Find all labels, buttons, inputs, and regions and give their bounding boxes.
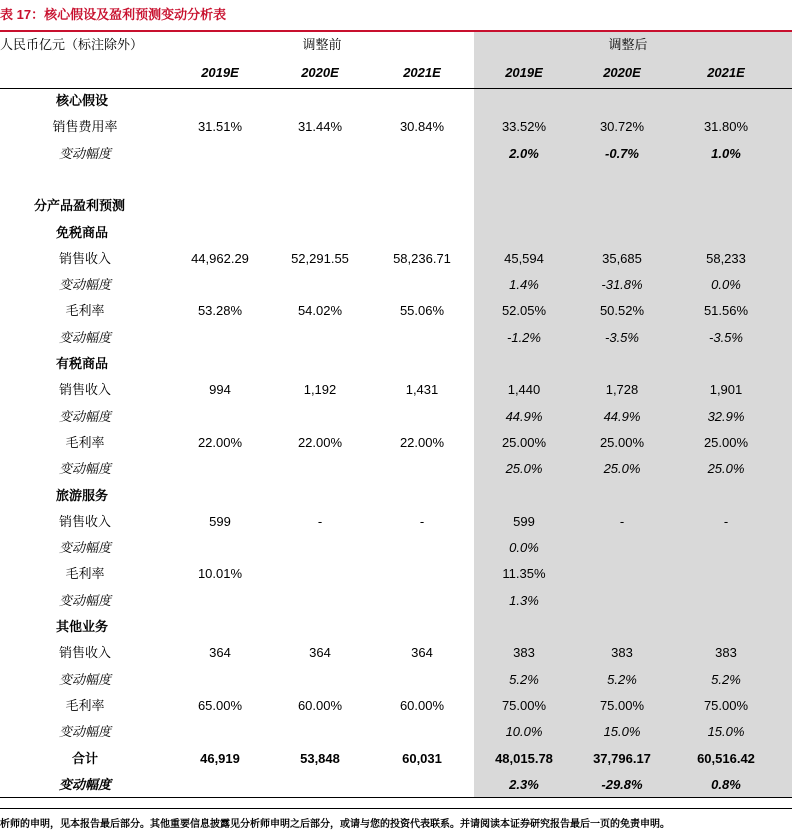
table-cell: 44,962.29 bbox=[191, 250, 249, 266]
table-cell: 2.0% bbox=[509, 145, 539, 161]
table-cell: 58,236.71 bbox=[393, 250, 451, 266]
table-cell: 35,685 bbox=[602, 250, 642, 266]
table-row bbox=[0, 614, 792, 640]
row-label: 旅游服务 bbox=[56, 487, 109, 503]
row-label: 变动幅度 bbox=[58, 461, 111, 477]
table-cell: 15.0% bbox=[707, 724, 745, 740]
row-label: 变动幅度 bbox=[58, 408, 111, 424]
table-row bbox=[0, 351, 792, 377]
table-cell: 22.00% bbox=[399, 434, 445, 450]
table-cell: 52.05% bbox=[501, 303, 547, 319]
table-row bbox=[0, 693, 792, 719]
table-cell: 44.9% bbox=[603, 408, 641, 424]
table-row bbox=[0, 535, 792, 561]
table-row bbox=[0, 193, 792, 219]
table-cell: 25.0% bbox=[603, 461, 641, 477]
table-row bbox=[0, 220, 792, 246]
table-cell: 54.02% bbox=[297, 303, 343, 319]
table-cell: 1,440 bbox=[507, 382, 541, 398]
table-cell: 45,594 bbox=[504, 250, 544, 266]
table-cell: - bbox=[419, 513, 425, 529]
table-cell: 364 bbox=[411, 645, 433, 661]
row-label: 合计 bbox=[71, 750, 98, 766]
table-cell: 60.00% bbox=[399, 697, 445, 713]
table-row bbox=[0, 88, 792, 114]
table-cell: 32.9% bbox=[707, 408, 745, 424]
year-header: 2020E bbox=[603, 65, 641, 80]
header-row-groups bbox=[0, 32, 792, 58]
table-cell: 599 bbox=[209, 513, 231, 529]
table-cell: 55.06% bbox=[399, 303, 445, 319]
table-cell: -31.8% bbox=[601, 277, 643, 293]
table-cell: 48,015.78 bbox=[495, 750, 553, 766]
table-cell: -29.8% bbox=[601, 776, 643, 792]
table-cell: 5.2% bbox=[607, 671, 637, 687]
table-cell: 364 bbox=[309, 645, 331, 661]
row-label: 变动幅度 bbox=[58, 329, 111, 345]
table-cell: - bbox=[619, 513, 625, 529]
group-before-label: 调整前 bbox=[302, 37, 342, 52]
table-cell: 5.2% bbox=[711, 671, 741, 687]
table-cell: 53,848 bbox=[300, 750, 340, 766]
row-label: 销售收入 bbox=[58, 382, 111, 398]
table-cell: 75.00% bbox=[703, 697, 749, 713]
table-cell: 1,728 bbox=[605, 382, 639, 398]
table-row bbox=[0, 430, 792, 456]
table-cell: 50.52% bbox=[599, 303, 645, 319]
table-cell: 1,901 bbox=[709, 382, 743, 398]
table-cell: 53.28% bbox=[197, 303, 243, 319]
table-row bbox=[0, 719, 792, 745]
table-cell: 994 bbox=[209, 382, 231, 398]
table-row bbox=[0, 588, 792, 614]
table-cell: 1,431 bbox=[405, 382, 439, 398]
disclaimer-footer: 析师的申明，见本报告最后部分。其他重要信息披露见分析师申明之后部分，或请与您的投资代表联系。并请阅读本证券研究报告最后一页的免责申明。 bbox=[0, 819, 670, 830]
table-cell: 52,291.55 bbox=[291, 250, 349, 266]
table-row bbox=[0, 377, 792, 403]
table-cell: -3.5% bbox=[709, 329, 743, 345]
row-label: 变动幅度 bbox=[58, 145, 111, 161]
group-after-label: 调整后 bbox=[608, 37, 648, 52]
table-cell: 2.3% bbox=[509, 776, 539, 792]
table-cell: -0.7% bbox=[605, 145, 639, 161]
table-row bbox=[0, 114, 792, 140]
row-label: 分产品盈利预测 bbox=[34, 198, 126, 214]
table-cell: 60,031 bbox=[402, 750, 442, 766]
year-header: 2019E bbox=[505, 65, 543, 80]
table-cell: 1.3% bbox=[509, 592, 539, 608]
table-cell: 25.00% bbox=[501, 434, 547, 450]
table-cell: 383 bbox=[715, 645, 737, 661]
row-label: 变动幅度 bbox=[58, 277, 111, 293]
table-cell: 1,192 bbox=[303, 382, 337, 398]
row-label: 销售费用率 bbox=[52, 119, 118, 135]
row-label: 变动幅度 bbox=[58, 724, 111, 740]
table-cell: 0.0% bbox=[711, 277, 741, 293]
year-header: 2019E bbox=[201, 65, 239, 80]
table-cell: 599 bbox=[513, 513, 535, 529]
row-label: 销售收入 bbox=[58, 645, 111, 661]
table-cell: 31.51% bbox=[197, 119, 243, 135]
table-cell: - bbox=[317, 513, 323, 529]
table-row bbox=[0, 404, 792, 430]
table-cell: 31.80% bbox=[703, 119, 749, 135]
table-row bbox=[0, 141, 792, 167]
table-cell: 11.35% bbox=[502, 566, 546, 582]
table-cell: 65.00% bbox=[197, 697, 243, 713]
table-cell: 5.2% bbox=[509, 671, 539, 687]
table-cell: 30.84% bbox=[399, 119, 445, 135]
table-cell: 75.00% bbox=[599, 697, 645, 713]
header-row-years bbox=[0, 58, 792, 84]
table-row bbox=[0, 325, 792, 351]
row-label: 毛利率 bbox=[65, 303, 105, 319]
table-bottom-border bbox=[0, 797, 792, 798]
row-label: 变动幅度 bbox=[58, 776, 111, 792]
row-label: 免税商品 bbox=[56, 224, 109, 240]
unit-label: 人民币亿元（标注除外） bbox=[0, 37, 144, 52]
table-cell: 0.0% bbox=[509, 540, 539, 556]
table-cell: 25.0% bbox=[505, 461, 543, 477]
row-label: 其他业务 bbox=[56, 619, 109, 634]
row-label: 毛利率 bbox=[65, 697, 105, 713]
table-cell: 30.72% bbox=[599, 119, 645, 135]
row-label: 核心假设 bbox=[56, 93, 109, 108]
table-cell: - bbox=[723, 513, 729, 529]
year-header: 2021E bbox=[707, 65, 745, 80]
table-cell: 31.44% bbox=[297, 119, 343, 135]
table-cell: 46,919 bbox=[200, 750, 240, 766]
table-cell: 10.01% bbox=[197, 566, 243, 582]
table-cell: 33.52% bbox=[501, 119, 547, 135]
table-row bbox=[0, 667, 792, 693]
row-label: 销售收入 bbox=[58, 513, 111, 529]
row-label: 有税商品 bbox=[56, 356, 109, 371]
table-cell: 1.4% bbox=[509, 277, 539, 293]
table-row bbox=[0, 640, 792, 666]
table-cell: 22.00% bbox=[297, 434, 343, 450]
table-row bbox=[0, 456, 792, 482]
table-cell: 25.00% bbox=[599, 434, 645, 450]
table-cell: 0.8% bbox=[711, 776, 741, 792]
table-cell: 383 bbox=[611, 645, 633, 661]
table-row bbox=[0, 772, 792, 798]
row-label: 变动幅度 bbox=[58, 540, 111, 556]
table-cell: 25.0% bbox=[707, 461, 745, 477]
row-label: 毛利率 bbox=[65, 434, 105, 450]
table-cell: 15.0% bbox=[603, 724, 641, 740]
row-label: 毛利率 bbox=[65, 566, 105, 582]
table-cell: 58,233 bbox=[706, 250, 746, 266]
table-cell: 51.56% bbox=[703, 303, 749, 319]
year-header: 2021E bbox=[403, 65, 441, 80]
year-header: 2020E bbox=[301, 65, 339, 80]
table-row bbox=[0, 298, 792, 324]
table-cell: 364 bbox=[209, 645, 231, 661]
table-row bbox=[0, 746, 792, 772]
table-cell: -3.5% bbox=[605, 329, 639, 345]
row-label: 销售收入 bbox=[58, 250, 111, 266]
table-row bbox=[0, 167, 792, 193]
table-cell: 25.00% bbox=[703, 434, 749, 450]
table-cell: 44.9% bbox=[505, 408, 543, 424]
footer-divider bbox=[0, 808, 792, 809]
table-cell: 1.0% bbox=[711, 145, 741, 161]
table-row bbox=[0, 561, 792, 587]
table-cell: 22.00% bbox=[197, 434, 243, 450]
table-row bbox=[0, 246, 792, 272]
table-cell: 75.00% bbox=[501, 697, 547, 713]
table-title: 表 17：核心假设及盈利预测变动分析表 bbox=[0, 7, 227, 22]
table-cell: 383 bbox=[513, 645, 535, 661]
row-label: 变动幅度 bbox=[58, 671, 111, 687]
table-row bbox=[0, 483, 792, 509]
table-cell: 60.00% bbox=[297, 697, 343, 713]
row-label: 变动幅度 bbox=[58, 592, 111, 608]
table-cell: 60,516.42 bbox=[697, 750, 755, 766]
table-cell: 10.0% bbox=[505, 724, 543, 740]
table-cell: 37,796.17 bbox=[593, 750, 651, 766]
table-row bbox=[0, 509, 792, 535]
table-row bbox=[0, 272, 792, 298]
table-cell: -1.2% bbox=[507, 329, 541, 345]
